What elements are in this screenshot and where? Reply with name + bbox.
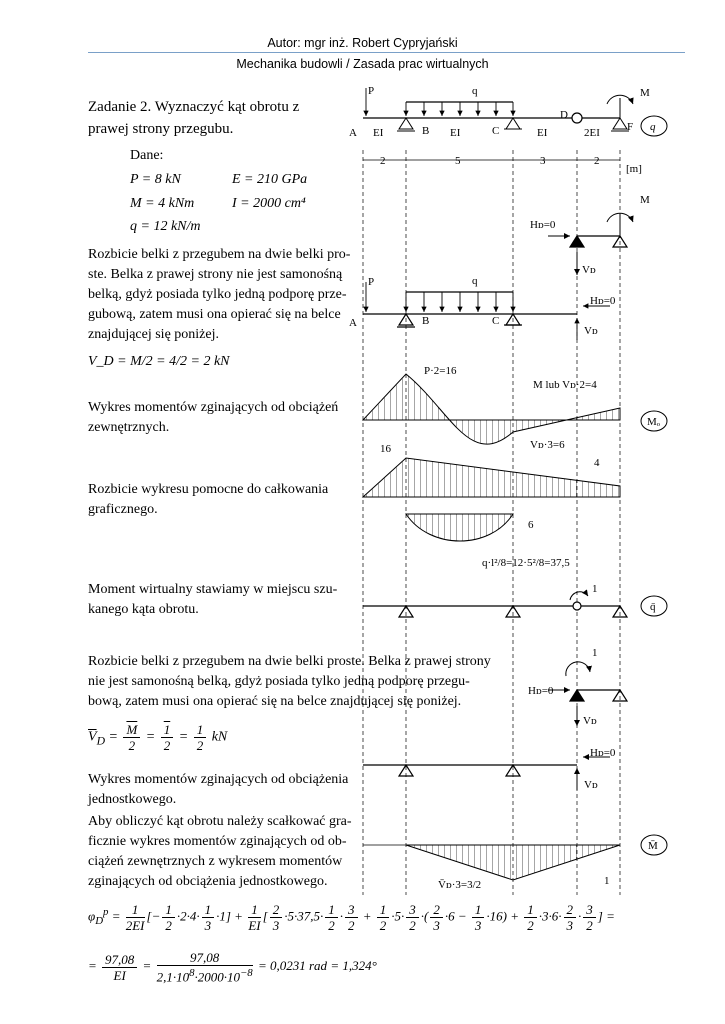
given-M: M = 4 kNm <box>130 196 195 211</box>
para-split1-3: belką, gdyż posiada tylko jedną podporę prze- <box>88 287 347 302</box>
dim-1: 2 <box>380 155 386 167</box>
dim-3: 3 <box>540 155 546 167</box>
label-HD0-1: Hᴅ=0 <box>530 219 556 231</box>
label-M2: M <box>640 194 650 206</box>
label-D: D <box>560 109 568 121</box>
label-VD-4: Vᴅ <box>584 779 598 791</box>
given-P: P = 8 kN <box>130 172 181 187</box>
header-subtitle: Mechanika budowli / Zasada prac wirtualnych <box>236 57 489 71</box>
tag-Mo: Mₒ <box>647 416 660 428</box>
para-integ-2: ficznie wykres momentów zginających od ob- <box>88 834 347 849</box>
para-integ-4: zginających od obciążenia jednostkowego. <box>88 874 328 889</box>
label-C: C <box>492 125 500 137</box>
header-author: Autor: mgr inż. Robert Cypryjański <box>267 36 458 50</box>
phi-formula-line1: $\varphi_D^p$ = $\frac{1}{2EI}$ [− $\frac{1}{2}$ ·2·4· $\frac{1}{3}$ ·1] + $\frac{1}{EI}$ [ $\frac{2}{3}$ ·5·37,5· $\frac{1}{2}$ · $\frac{3}{2}$ + $\frac{1}{2}$ ·5· $\frac{3}{2}$ ·( $\frac{2}{3}$ ·6 − $\frac{1}{3}$ ·16) + $\frac{1}{2}$ ·3·6· $\frac{2}{3}$ · $\frac{3}{2}$ ] = <box>88 902 615 933</box>
dim-4: 2 <box>594 155 600 167</box>
given-label: Dane: <box>130 148 164 163</box>
vd-formula: V_D = M/2 = 4/2 = 2 kN <box>88 354 230 369</box>
label-P216: P·2=16 <box>424 365 457 377</box>
label-A2: A <box>349 317 357 329</box>
phi-formula-line2: = $\frac{97,08}{EI}$ = $\frac{97,08}{2,1\cdot 10^8\cdot 2000\cdot 10^{-8}}$ = 0,0231 rad = 1,324° <box>88 950 377 985</box>
label-HD0-2: Hᴅ=0 <box>590 295 616 307</box>
left-beam-2 <box>363 765 577 776</box>
label-A: A <box>349 127 357 139</box>
label-HD0-3: Hᴅ=0 <box>528 685 554 697</box>
label-HD0-4: Hᴅ=0 <box>590 747 616 759</box>
right-beam <box>570 236 627 247</box>
para-split1-4: gubową, zatem musi ona opierać się na belce <box>88 307 341 322</box>
para-integ-3: ciążeń zewnętrznych z wykresem momentów <box>88 854 343 869</box>
label-VD-2: Vᴅ <box>584 325 598 337</box>
para-aux-2: graficznego. <box>88 502 158 517</box>
label-6: 6 <box>528 519 534 531</box>
label-16: 16 <box>380 443 391 455</box>
aux-diagram <box>363 458 620 541</box>
label-2EI: 2EI <box>584 127 600 139</box>
label-q2: q <box>472 275 478 287</box>
virtual-beam <box>363 602 627 617</box>
label-ql: q·l²/8=12·5²/8=37,5 <box>482 557 570 569</box>
label-C2: C <box>492 315 500 327</box>
para-split2-2: nie jest samonośną belką, gdyż posiada tylko jedną podporę przegu- <box>88 674 470 689</box>
para-moments-2: zewnętrznych. <box>88 420 170 435</box>
label-VD-1: Vᴅ <box>582 264 596 276</box>
label-P: P <box>368 85 375 97</box>
label-P2: P <box>368 276 375 288</box>
para-virt-2: kanego kąta obrotu. <box>88 602 199 617</box>
para-unit-1: Wykres momentów zginających od obciążenia <box>88 772 349 787</box>
label-M: M <box>640 87 650 99</box>
dim-unit: [m] <box>626 163 642 175</box>
label-EI1: EI <box>373 127 384 139</box>
label-B: B <box>422 125 430 137</box>
label-EI2: EI <box>450 127 461 139</box>
label-4: 4 <box>594 457 600 469</box>
task-title-1: Zadanie 2. Wyznaczyć kąt obrotu z <box>88 99 300 115</box>
para-unit-2: jednostkowego. <box>88 792 177 807</box>
para-split1-5: znajdującej się poniżej. <box>88 327 219 342</box>
para-split1-1: Rozbicie belki z przegubem na dwie belki pro- <box>88 247 351 262</box>
given-E: E = 210 GPa <box>232 172 308 187</box>
label-B2: B <box>422 315 430 327</box>
label-VD-3: Vᴅ <box>583 715 597 727</box>
left-beam <box>363 292 577 327</box>
label-F: F <box>627 121 634 133</box>
mbar-diagram <box>363 845 620 880</box>
label-VD32: V̄ᴅ·3=3/2 <box>438 879 482 891</box>
task-title-2: prawej strony przegubu. <box>88 121 234 137</box>
given-q: q = 12 kN/m <box>130 219 201 234</box>
tag-q: q <box>650 121 656 133</box>
para-virt-1: Moment wirtualny stawiamy w miejscu szu- <box>88 582 338 597</box>
dim-2: 5 <box>455 155 461 167</box>
label-1a: 1 <box>592 583 598 595</box>
label-q: q <box>472 85 478 97</box>
para-split2-1: Rozbicie belki z przegubem na dwie belki proste. Belka z prawej strony <box>88 654 491 669</box>
tag-qbar: q̄ <box>650 601 656 613</box>
label-VD36: Vᴅ·3=6 <box>530 439 565 451</box>
right-beam-2 <box>570 690 627 701</box>
label-1b: 1 <box>592 647 598 659</box>
label-MVD: M lub Vᴅ·2=4 <box>533 379 597 391</box>
label-1c: 1 <box>604 875 610 887</box>
para-split1-2: ste. Belka z prawej strony nie jest samonośną <box>88 267 343 282</box>
tag-Mbar: M̄ <box>648 840 658 852</box>
main-beam <box>363 102 620 123</box>
para-split2-3: bową, zatem musi ona opierać się na belce znajdującej się poniżej. <box>88 694 462 709</box>
vd-bar-formula: $\overline{V}_D$ = $\frac{\overline{M}}{2}$ = $\frac{1}{2}$ = $\frac{1}{2}$ kN <box>88 722 228 753</box>
para-aux-1: Rozbicie wykresu pomocne do całkowania <box>88 482 329 497</box>
given-I: I = 2000 cm⁴ <box>232 196 306 211</box>
para-moments-1: Wykres momentów zginających od obciążeń <box>88 400 339 415</box>
para-integ-1: Aby obliczyć kąt obrotu należy scałkować gra- <box>88 814 352 829</box>
label-EI3: EI <box>537 127 548 139</box>
